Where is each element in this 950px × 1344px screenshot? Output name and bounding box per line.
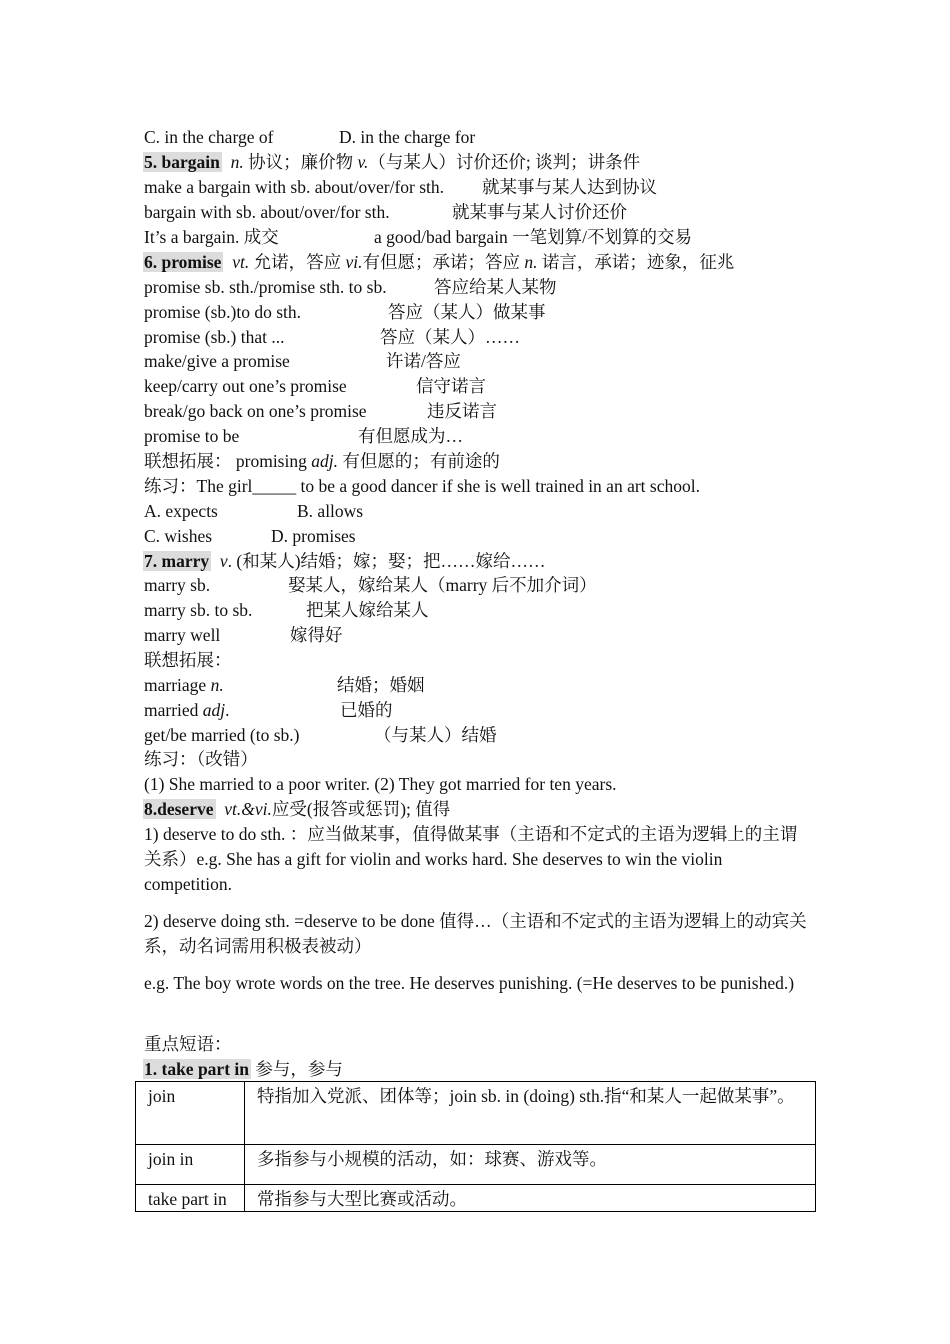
entry-headword: 1. take part in [144, 1059, 249, 1079]
phrase-meaning: 结婚；婚姻 [337, 675, 425, 695]
phrase: married [144, 700, 203, 720]
phrase: break/go back on one’s promise [144, 401, 367, 421]
entry-promise-heading [144, 251, 734, 273]
phrase: get/be married (to sb.) [144, 725, 300, 745]
phrase-meaning: 把某人嫁给某人 [306, 600, 429, 620]
phrase: marry well [144, 625, 221, 645]
extension-line [144, 450, 500, 472]
phrase-line [144, 425, 463, 447]
phrase: promise (sb.)to do sth. [144, 302, 302, 322]
phrase-meaning: 就某事与某人达到协议 [482, 177, 657, 197]
phrase: keep/carry out one’s promise [144, 376, 347, 396]
phrase-meaning: 答应（某人）…… [380, 327, 520, 347]
pos-label: vt. [232, 252, 250, 272]
definition: （与某人）讨价还价; 谈判；讲条件 [368, 152, 641, 172]
exercise-items: (1) She married to a poor writer. (2) They got married for ten years. [144, 774, 617, 794]
table-description: 多指参与小规模的活动，如：球赛、游戏等。 [245, 1145, 816, 1185]
phrase: promise (sb.) that ... [144, 327, 285, 347]
usage-paragraph-1: 1) deserve to do sth. ：应当做某事，值得做某事（主语和不定式的主语为逻辑上的主谓关系）e.g. She has a gift for violin and works hard. She deserves to win the violin competition. [144, 824, 798, 894]
phrase-meaning: 违反诺言 [427, 401, 497, 421]
phrase-line [144, 624, 343, 646]
pos-label: n. [210, 675, 224, 695]
phrase: make/give a promise [144, 351, 290, 371]
option-b: B. allows [297, 501, 364, 521]
definition: 应受(报答或惩罚); 值得 [271, 799, 451, 819]
option-d: D. in the charge for [339, 127, 476, 147]
extension-text: 有但愿的；有前途的 [337, 451, 500, 471]
phrase: a good/bad bargain 一笔划算/不划算的交易 [374, 227, 693, 247]
phrase: . [225, 700, 230, 720]
phrase: It’s a bargain. 成交 [144, 227, 279, 247]
phrase: promise to be [144, 426, 240, 446]
phrase: marry sb. to sb. [144, 600, 253, 620]
option-c: C. wishes [144, 526, 213, 546]
pos-label: n. [524, 252, 538, 272]
phrase-meaning: 嫁得好 [290, 625, 343, 645]
phrase: bargain with sb. about/over/for sth. [144, 202, 390, 222]
entry-headword: 5. bargain [144, 152, 220, 172]
option-line [144, 126, 476, 148]
phrase-line [144, 201, 627, 223]
pos-label: adj. [311, 451, 338, 471]
table-term: take part in [136, 1185, 245, 1212]
phrase-line [144, 574, 597, 596]
table-description: 特指加入党派、团体等；join sb. in (doing) sth.指“和某人一起做某事”。 [245, 1082, 816, 1145]
phrase-line [144, 350, 461, 372]
pos-label: n. [230, 152, 244, 172]
pos-label: v [219, 551, 228, 571]
phrase-heading [144, 1058, 343, 1080]
phrase: promise sb. sth./promise sth. to sb. [144, 277, 387, 297]
phrase-meaning: 信守诺言 [416, 376, 486, 396]
phrase-line [144, 674, 425, 696]
phrase-line [144, 176, 657, 198]
phrase-meaning: 有但愿成为… [358, 426, 463, 446]
phrase-line [144, 326, 520, 348]
entry-headword: 6. promise [144, 252, 222, 272]
table-term: join [136, 1082, 245, 1145]
option-a: A. expects [144, 501, 218, 521]
pos-label: v. [357, 152, 369, 172]
phrase: marriage [144, 675, 211, 695]
phrase-meaning: 就某事与某人讨价还价 [452, 202, 627, 222]
phrase-meaning: 娶某人，嫁给某人（marry 后不加介词） [288, 575, 597, 595]
phrase-line [144, 724, 497, 746]
phrase-line [144, 301, 546, 323]
phrase-meaning: 答应（某人）做某事 [388, 302, 546, 322]
definition: 有但愿；承诺；答应 [362, 252, 525, 272]
exercise-line: 练习：The girl_____ to be a good dancer if she is well trained in an art school. [144, 476, 700, 496]
table-row [136, 1145, 816, 1185]
definition: 参与，参与 [251, 1059, 343, 1079]
definition: 协议；廉价物 [243, 152, 358, 172]
definition: 诺言，承诺；迹象，征兆 [537, 252, 735, 272]
pos-label: vt.&vi. [224, 799, 272, 819]
phrase-line [144, 400, 497, 422]
usage-paragraph-2: 2) deserve doing sth. =deserve to be done 值得…（主语和不定式的主语为逻辑上的动宾关系，动名词需用积极表被动） [144, 911, 807, 956]
definition: 允诺，答应 [249, 252, 346, 272]
entry-bargain-heading [144, 151, 640, 173]
entry-marry-heading [144, 550, 546, 572]
phrase: marry sb. [144, 575, 211, 595]
table-term: join in [136, 1145, 245, 1185]
example-paragraph: e.g. The boy wrote words on the tree. He deserves punishing. (=He deserves to be punished.) [144, 973, 795, 993]
option-line [144, 525, 356, 547]
exercise-line: 练习：（改错） [144, 749, 258, 769]
section-title: 重点短语： [144, 1034, 232, 1054]
table-row [136, 1185, 816, 1212]
pos-label: vi. [345, 252, 363, 272]
definition: . (和某人)结婚；嫁；娶；把……嫁给…… [227, 551, 546, 571]
pos-label: adj [202, 700, 226, 720]
table-description: 常指参与大型比赛或活动。 [245, 1185, 816, 1212]
phrase-line [144, 276, 557, 298]
phrase: make a bargain with sb. about/over/for sth. [144, 177, 445, 197]
extension-text: 联想拓展： promising [144, 451, 312, 471]
phrase-meaning: 答应给某人某物 [434, 277, 557, 297]
table-row [136, 1082, 816, 1145]
option-c: C. in the charge of [144, 127, 274, 147]
entry-headword: 7. marry [144, 551, 210, 571]
option-line [144, 500, 364, 522]
phrase-line [144, 226, 693, 248]
entry-headword: 8.deserve [144, 799, 214, 819]
phrase-meaning: 已婚的 [340, 700, 393, 720]
phrase-line [144, 375, 486, 397]
comparison-table [135, 1081, 816, 1212]
extension-line: 联想拓展： [144, 650, 232, 670]
phrase-meaning: 许诺/答应 [386, 351, 461, 371]
phrase-line [144, 599, 429, 621]
phrase-meaning: （与某人）结婚 [374, 725, 497, 745]
option-d: D. promises [271, 526, 356, 546]
entry-deserve-heading [144, 798, 450, 820]
phrase-line [144, 699, 393, 721]
